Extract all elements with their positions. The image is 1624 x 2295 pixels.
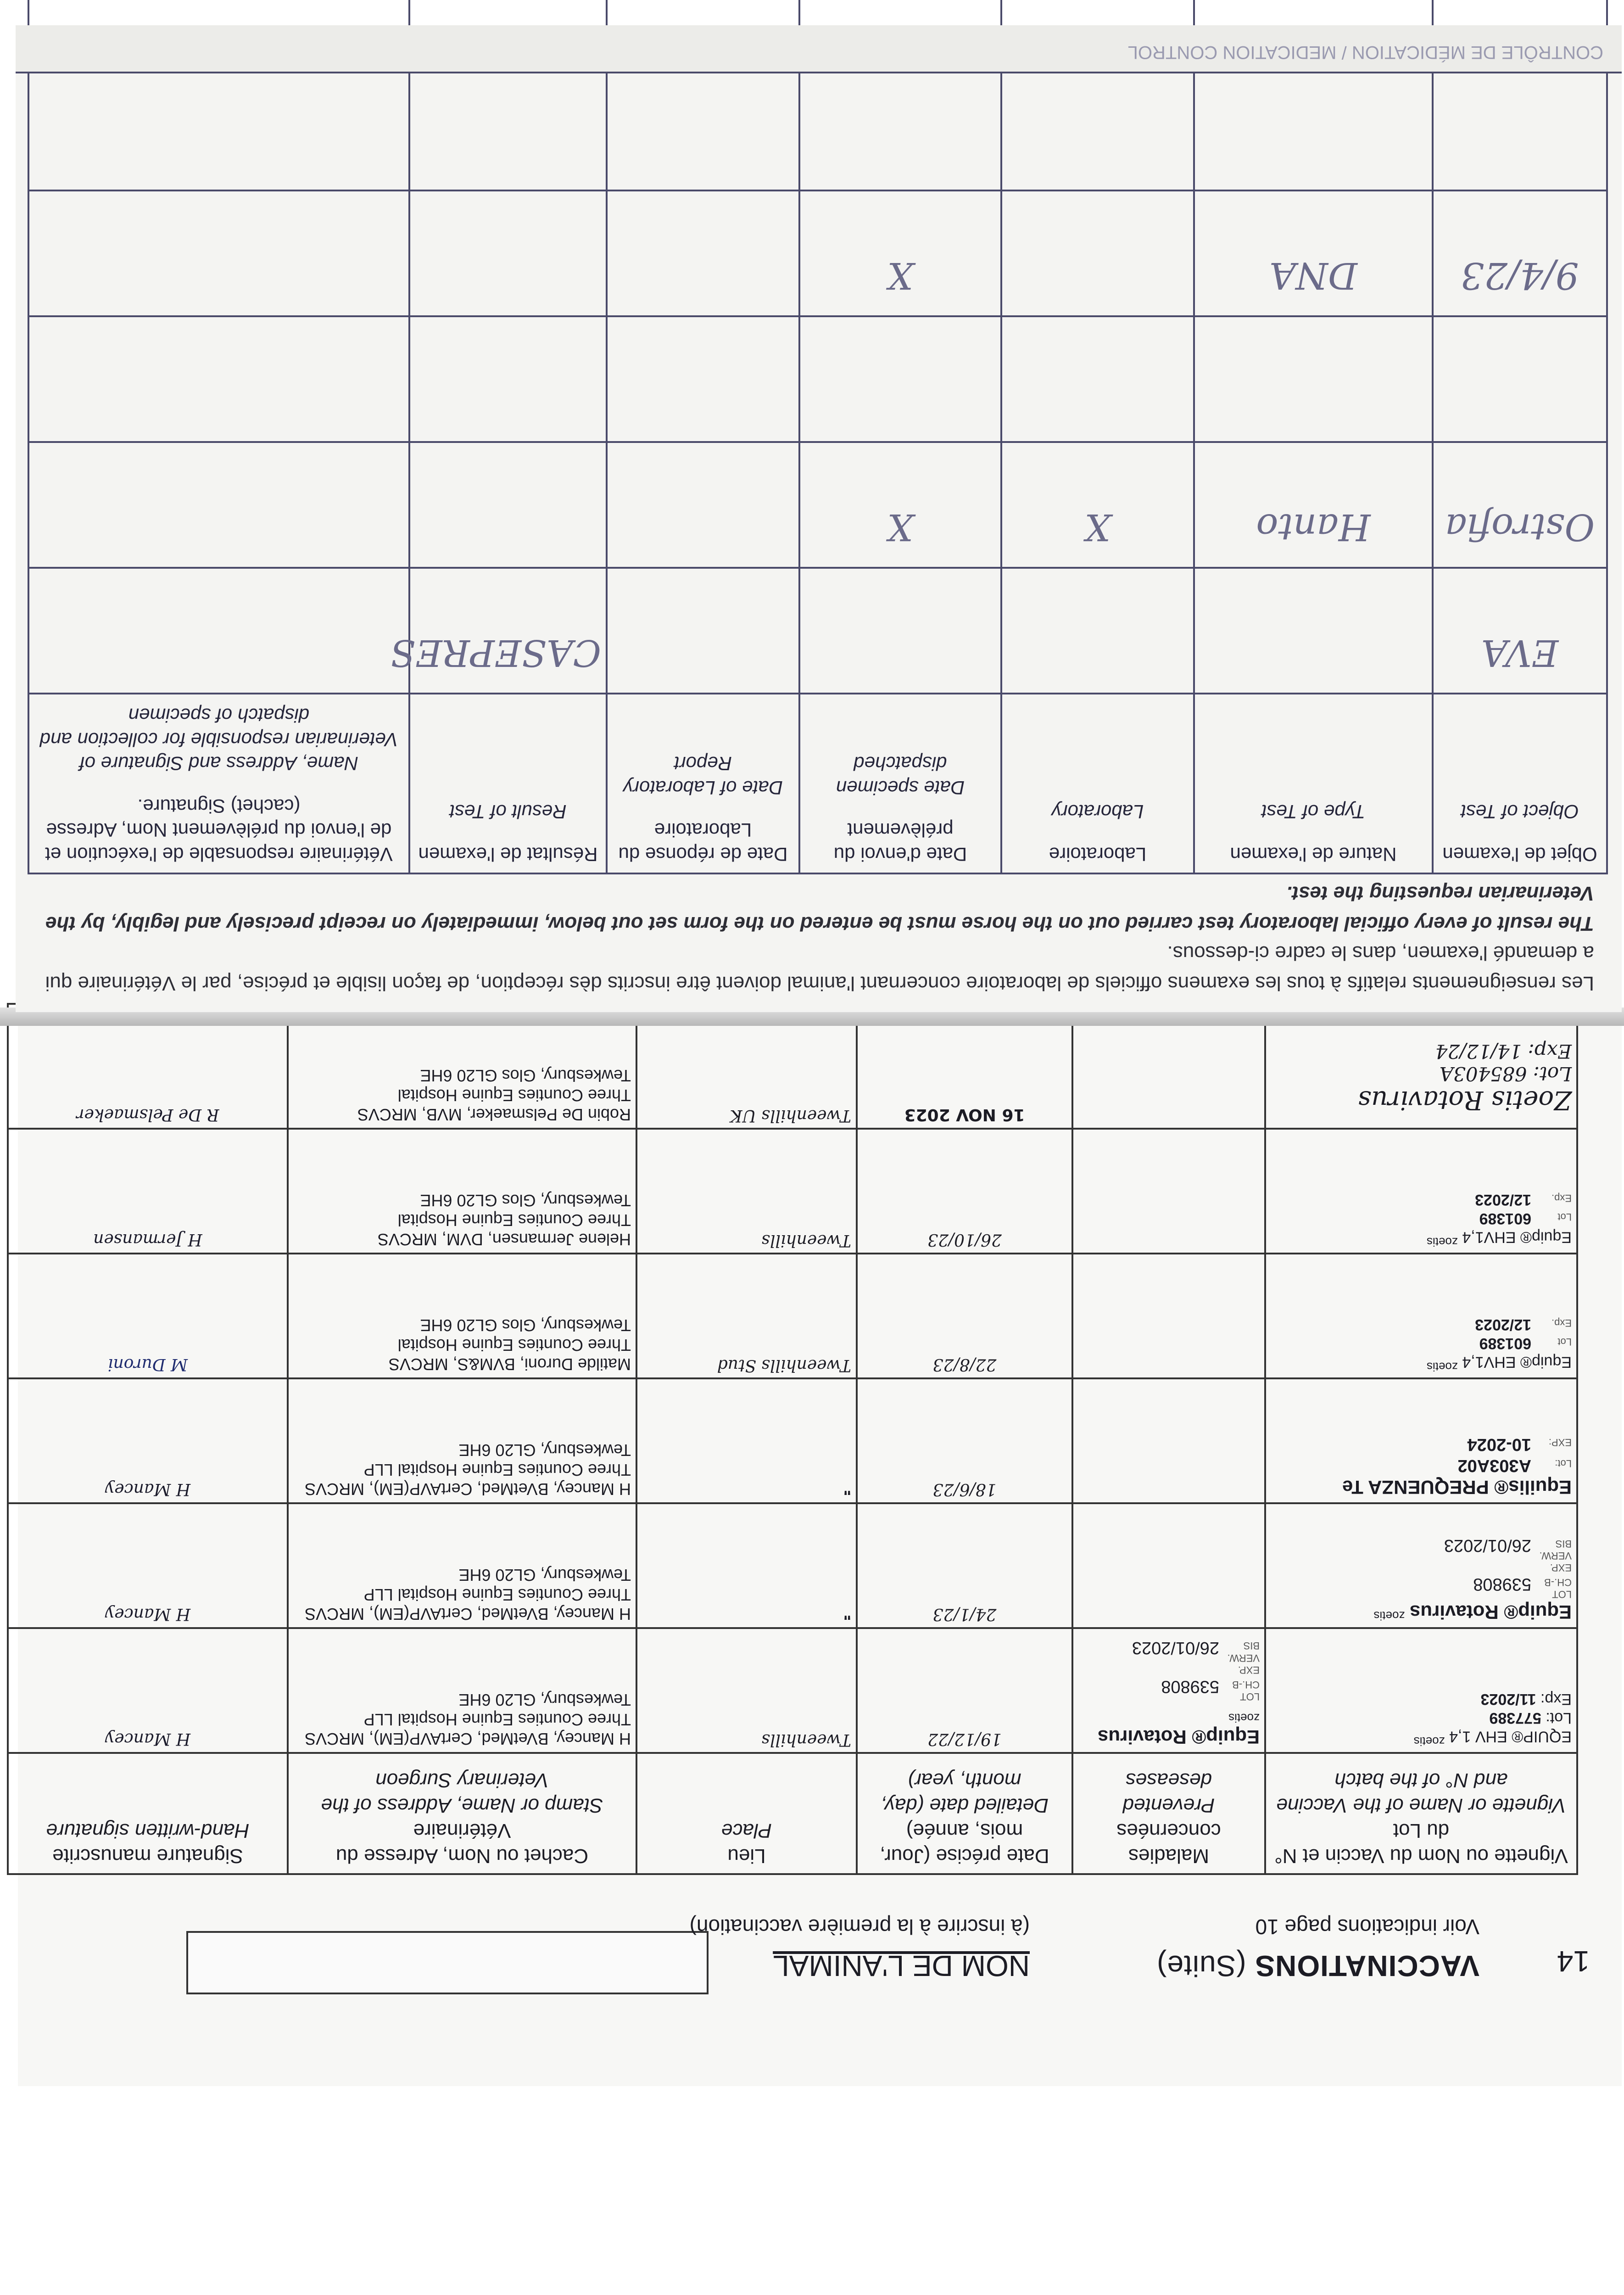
lab-vet (28, 190, 409, 316)
lab-col-date-sent: Date d'envoi du prélèvement Date specimen dispatched (799, 694, 1001, 873)
vaccine-lot-handwritten: Lot: 685403A (1439, 1063, 1572, 1085)
vaccine-name-handwritten: Zoetis Rotavirus (1358, 1085, 1572, 1115)
animal-name-box[interactable] (186, 1931, 709, 1994)
vet-stamp: H Mancey, BVetMed, CertAVP(EM), MRCVS Three Counties Equine Hospital LLP Tewkesbury, GL20 6HE (288, 1503, 636, 1628)
lab-row (28, 568, 1607, 694)
vaccine-sticker: Equilis® PREQUENZA Te Lot:A303A02 EXP:10-2024 (1342, 1435, 1572, 1498)
lab-result (409, 316, 607, 442)
lab-date-sent (799, 65, 1001, 190)
col-header-vet: Cachet ou Nom, Adresse du Vétérinaire Stamp or Name, Address of the Veterinary Surgeon (288, 1753, 636, 1874)
vaccination-date: 19/12/22 (857, 1628, 1072, 1753)
lab-object: 9/4/23 (1433, 190, 1607, 316)
vet-stamp: H Mancey, BVetMed, CertAVP(EM), MRCVS Three Counties Equine Hospital LLP Tewkesbury, GL20 6HE (288, 1628, 636, 1753)
lab-object: Ostrofia (1433, 442, 1607, 568)
lab-vet (28, 442, 409, 568)
lab-laboratory: X (1001, 442, 1194, 568)
lab-result: CASEPRES (409, 568, 607, 694)
vet-stamp: Robin De Pelsmaeker, MVB, MRCVS Three Counties Equine Hospital Tewkesbury, Glos GL20 6HE (288, 1004, 636, 1129)
lab-object (1433, 65, 1607, 190)
vaccine-sticker: EQUIP® EHV 1,4 $^{zoetis}$ Lot: 577389 Exp: 11/2023 (1413, 1690, 1572, 1748)
lab-col-date-report: Date de réponse du Laboratoire Date of Laboratory Report (607, 694, 799, 873)
diseases-cell (1072, 1254, 1265, 1378)
see-instructions: Voir indications page 10 (1255, 1915, 1479, 1939)
handwritten-signature: R De Pelsmaeker (8, 1004, 288, 1129)
lab-type (1194, 568, 1433, 694)
vaccination-place: Tweenhills UK (636, 1004, 857, 1129)
lab-laboratory (1001, 190, 1194, 316)
diseases-cell (1072, 1129, 1265, 1254)
vaccination-row (8, 1254, 1577, 1378)
lab-result (409, 442, 607, 568)
vaccine-sticker: Equip® EHV1,4 $^{zoetis}$ Lot601389 Exp.12/2023 (1426, 1191, 1572, 1249)
vaccination-place: Tweenhills Stud (636, 1254, 857, 1378)
lab-date-report (607, 568, 799, 694)
lab-vet (28, 316, 409, 442)
handwritten-signature: H Mancey (8, 1378, 288, 1503)
vaccine-sticker: Equip® EHV1,4 $^{zoetis}$ Lot601389 Exp.12/2023 (1426, 1316, 1572, 1374)
lab-note-english: The result of every official laboratory test carried out on the horse must be entered on the form set out below, immediately on receipt precisely and legibly, by the Veterinarian requesting the test. (45, 882, 1594, 935)
vaccination-place: Tweenhills (636, 1628, 857, 1753)
vaccination-date: 26/10/23 (857, 1129, 1072, 1254)
lab-date-sent: X (799, 190, 1001, 316)
handwritten-signature: H Mancey (8, 1503, 288, 1628)
lab-header-row (28, 694, 1607, 873)
lab-date-report (607, 190, 799, 316)
lab-date-report (607, 442, 799, 568)
lab-col-result: Résultat de l'examen Result of Test (409, 694, 607, 873)
section-title-suffix: (Suite) (1156, 1949, 1246, 1982)
lab-type: DNA (1194, 190, 1433, 316)
vaccine-sticker: Equip® Rotavirus $^{zoetis}$ LOT CH.-B539808 EXP. VERW. BIS26/01/2023 (1373, 1536, 1572, 1623)
lab-row (28, 316, 1607, 442)
first-vaccination-note: (à inscrire à la première vaccination) (689, 1915, 1030, 1939)
vaccination-page (18, 1019, 1622, 2086)
vaccination-table (7, 1003, 1578, 1875)
vet-stamp: Helene Jermansen, DVM, MRCVS Three Counties Equine Hospital Tewkesbury, Glos GL20 6HE (288, 1129, 636, 1254)
lab-laboratory (1001, 65, 1194, 190)
page-number: 14 (1557, 1945, 1590, 1978)
vaccination-header-row (8, 1753, 1577, 1874)
vet-stamp: H Mancey, BVetMed, CertAVP(EM), MRCVS Three Counties Equine Hospital LLP Tewkesbury, GL20 6HE (288, 1378, 636, 1503)
col-header-diseases: Maladies concernées Prevented deseases (1072, 1753, 1265, 1874)
lab-date-sent: X (799, 442, 1001, 568)
lab-date-report (607, 316, 799, 442)
lab-note-french: Les renseignements relatifs à tous les examens officiels de laboratoire concernant l'animal doivent être inscrits dès réception, de façon lisible et précise, par le Vétérinaire qui a demandé l'examen, dans le cadre ci-dessous. (45, 942, 1594, 995)
vaccination-place: " (636, 1503, 857, 1628)
handwritten-signature: H Mancey (8, 1628, 288, 1753)
col-header-date: Date précise (Jour, mois, année) Detailed date (day, month, year) (857, 1753, 1072, 1874)
lab-laboratory (1001, 316, 1194, 442)
lab-col-type: Nature de l'examen Type of Test (1194, 694, 1433, 873)
animal-name-label: NOM DE L'ANIMAL (773, 1949, 1030, 1982)
lab-row (28, 65, 1607, 190)
col-header-vaccine: Vignette ou Nom du Vaccin et N° du Lot Vignette or Name of the Vaccine and N° of the batch (1265, 1753, 1577, 1874)
handwritten-signature: M Duroni (8, 1254, 288, 1378)
vaccine-sticker-secondary: Equip® Rotavirus $^{zoetis}$ LOT CH.-B539808 EXP. VERW. BIS26/01/2023 (1098, 1638, 1260, 1748)
diseases-cell (1072, 1628, 1265, 1753)
vaccine-sticker-cell (1265, 1503, 1577, 1628)
vaccine-sticker-cell (1265, 1129, 1577, 1254)
lab-laboratory (1001, 568, 1194, 694)
vaccine-sticker-cell (1265, 1378, 1577, 1503)
lab-row (28, 442, 1607, 568)
lab-row (28, 190, 1607, 316)
vaccination-row (8, 1129, 1577, 1254)
lab-result (409, 65, 607, 190)
lab-type (1194, 316, 1433, 442)
lab-object (1433, 316, 1607, 442)
handwritten-signature: H Jermansen (8, 1129, 288, 1254)
lab-object: EVA (1433, 568, 1607, 694)
vaccine-sticker-cell (1265, 1254, 1577, 1378)
section-title (1156, 1949, 1479, 1983)
vaccination-date: 16 NOV 2023 (857, 1004, 1072, 1129)
laboratory-table (28, 0, 1608, 874)
lab-result (409, 190, 607, 316)
vaccination-date: 24/1/23 (857, 1503, 1072, 1628)
lab-col-vet: Vétérinaire responsable de l'exécution et de l'envoi du prélèvement Nom, Adresse (cachet) Signature. Name, Address and Signature of Veterinarian responsible for collection and dispatch of specimen (28, 694, 409, 873)
diseases-cell (1072, 1378, 1265, 1503)
section-title-main: VACCINATIONS (1255, 1949, 1479, 1982)
vaccination-row (8, 1503, 1577, 1628)
lab-col-object: Objet de l'examen Object of Test (1433, 694, 1607, 873)
lab-col-laboratory: Laboratoire Laboratory (1001, 694, 1194, 873)
lab-date-sent (799, 316, 1001, 442)
lab-date-report (607, 65, 799, 190)
diseases-cell (1072, 1503, 1265, 1628)
vaccination-place: Tweenhills (636, 1129, 857, 1254)
lab-vet (28, 65, 409, 190)
medication-control-header: CONTRÔLE DE MÉDICATION / MEDICATION CONTROL (16, 25, 1622, 73)
laboratory-page (16, 25, 1622, 1012)
lab-vet (28, 568, 409, 694)
vaccination-date: 22/8/23 (857, 1254, 1072, 1378)
col-header-signature: Signature manuscrite Hand-written signature (8, 1753, 288, 1874)
vaccine-exp-handwritten: Exp: 14/12/24 (1435, 1040, 1572, 1063)
lab-type: Hanto (1194, 442, 1433, 568)
vaccination-place: " (636, 1378, 857, 1503)
vaccination-row (8, 1628, 1577, 1753)
col-header-place: Lieu Place (636, 1753, 857, 1874)
vet-stamp: Matilde Duroni, BVM&S, MRCVS Three Counties Equine Hospital Tewkesbury, Glos GL20 6HE (288, 1254, 636, 1378)
vaccine-sticker-cell (1265, 1628, 1577, 1753)
vaccination-date: 18/6/23 (857, 1378, 1072, 1503)
lab-type (1194, 65, 1433, 190)
lab-date-sent (799, 568, 1001, 694)
vaccination-row (8, 1378, 1577, 1503)
